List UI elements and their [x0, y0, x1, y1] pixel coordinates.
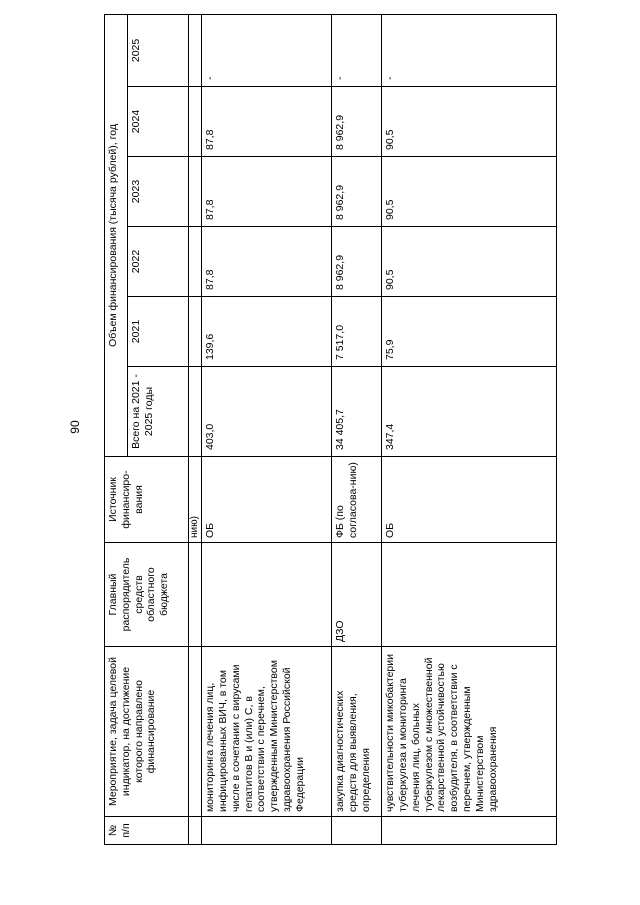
header-year-2025: 2025 — [128, 14, 189, 86]
row-2022: 8 962,9 — [332, 227, 382, 297]
header-year-2022: 2022 — [128, 227, 189, 297]
row-manager — [202, 543, 332, 647]
row-2025: - — [202, 14, 332, 86]
funding-table — [104, 14, 557, 845]
header-source: Источник финансиро-вания — [105, 457, 189, 543]
row-2023: 90,5 — [382, 157, 557, 227]
header-funding-group: Объем финансирования (тысяча рублей), год — [105, 14, 128, 456]
rotated-table-wrapper — [104, 15, 576, 845]
row-manager: ДЗО — [332, 543, 382, 647]
header-total: Всего на 2021 - 2025 годы — [128, 367, 189, 457]
row-event: закупка диагностических средств для выявления, определения — [332, 647, 382, 817]
header-num: № п/п — [105, 817, 189, 845]
table-row — [382, 14, 557, 844]
row-source: ОБ — [382, 457, 557, 543]
header-manager: Главный распорядитель средств областного бюджета — [105, 543, 189, 647]
row-manager — [382, 543, 557, 647]
row-2023: 8 962,9 — [332, 157, 382, 227]
row-2022: 90,5 — [382, 227, 557, 297]
header-year-2023: 2023 — [128, 157, 189, 227]
row-2023: 87,8 — [202, 157, 332, 227]
header-event: Мероприятие, задача целевой индикатор, на достижение которого направлено финансирование — [105, 647, 189, 817]
row-source: ОБ — [202, 457, 332, 543]
row-2025: - — [332, 14, 382, 86]
row-2021: 75,9 — [382, 297, 557, 367]
row-2021: 139,6 — [202, 297, 332, 367]
row-total: 34 405,7 — [332, 367, 382, 457]
row-2024: 90,5 — [382, 87, 557, 157]
row-2022: 87,8 — [202, 227, 332, 297]
row-2021: 7 517,0 — [332, 297, 382, 367]
row-2024: 8 962,9 — [332, 87, 382, 157]
row-total: 347,4 — [382, 367, 557, 457]
row-total: 403,0 — [202, 367, 332, 457]
table-row — [202, 14, 332, 844]
page-number: 90 — [68, 420, 82, 434]
header-year-2021: 2021 — [128, 297, 189, 367]
header-year-2024: 2024 — [128, 87, 189, 157]
row-event: чувствительности микобактерии туберкулеза и мониторинга лечения лиц, больных туберкулезом с множественной лекарственной устойчивостью возбудителя, в соответствии с перечнем, утвержденным Министерством здравоохранения — [382, 647, 557, 817]
table-row — [332, 14, 382, 844]
row-2024: 87,8 — [202, 87, 332, 157]
row-source: ФБ (по согласова-нию) — [332, 457, 382, 543]
continuation-source: нию) — [189, 457, 202, 543]
row-event: мониторинга лечения лиц, инфицированных ВИЧ, в том числе в сочетании с вирусами гепатитов B и (или) C, в соответствии с перечнем, утвержденным Министерством здравоохранения Российской Федерации — [202, 647, 332, 817]
row-2025: - — [382, 14, 557, 86]
continuation-row — [189, 14, 202, 844]
